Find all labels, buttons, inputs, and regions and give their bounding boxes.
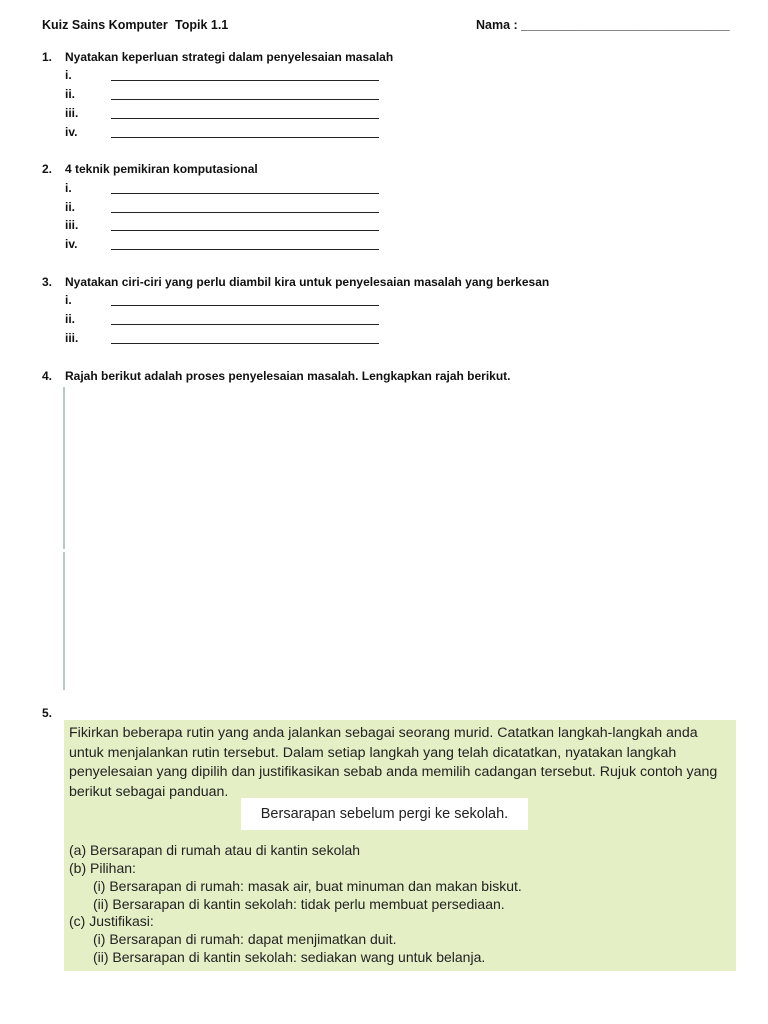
name-field-label: Nama : ______________________________: [476, 18, 730, 32]
example-line-a: (a) Bersarapan di rumah atau di kantin sekolah: [69, 842, 361, 858]
diagram-area-edge-upper: [63, 387, 65, 549]
q1-item-ii-label: ii.: [65, 87, 76, 101]
question-4-text: Rajah berikut adalah proses penyelesaian masalah. Lengkapkan rajah berikut.: [65, 369, 511, 383]
q3-item-i-label: i.: [65, 293, 72, 307]
q2-item-ii-answer-line: [111, 212, 379, 213]
question-3-text: Nyatakan ciri-ciri yang perlu diambil kira untuk penyelesaian masalah yang berkesan: [65, 275, 550, 289]
q3-item-iii-label: iii.: [65, 331, 79, 345]
topic-label: Topik 1.1: [175, 18, 229, 32]
example-title: Bersarapan sebelum pergi ke sekolah.: [260, 806, 509, 822]
q3-item-ii-answer-line: [111, 324, 379, 325]
question-3-number: 3.: [42, 275, 53, 289]
example-line-b-i: (i) Bersarapan di rumah: masak air, buat minuman dan makan biskut.: [93, 878, 522, 894]
q3-item-i-answer-line: [111, 305, 379, 306]
q3-item-ii-label: ii.: [65, 312, 76, 326]
question-1-number: 1.: [42, 50, 53, 64]
q2-item-iv-label: iv.: [65, 237, 78, 251]
question-2-text: 4 teknik pemikiran komputasional: [65, 162, 258, 176]
example-line-c-ii: (ii) Bersarapan di kantin sekolah: sediakan wang untuk belanja.: [93, 949, 486, 965]
q2-item-i-label: i.: [65, 181, 72, 195]
q2-item-iii-answer-line: [111, 230, 379, 231]
quiz-title: Kuiz Sains Komputer: [42, 18, 168, 32]
q2-item-ii-label: ii.: [65, 200, 76, 214]
diagram-area-edge-lower: [63, 552, 65, 690]
q2-item-iv-answer-line: [111, 249, 379, 250]
q1-item-iii-answer-line: [111, 118, 379, 119]
question-4-number: 4.: [42, 369, 53, 383]
question-5-number: 5.: [42, 706, 53, 720]
q2-item-i-answer-line: [111, 193, 379, 194]
question-2-number: 2.: [42, 162, 53, 176]
q1-item-iv-answer-line: [111, 137, 379, 138]
q2-item-iii-label: iii.: [65, 218, 79, 232]
example-title-box: [241, 798, 528, 830]
example-line-c-i: (i) Bersarapan di rumah: dapat menjimatkan duit.: [93, 931, 397, 947]
q1-item-ii-answer-line: [111, 99, 379, 100]
question-5-instruction: Fikirkan beberapa rutin yang anda jalankan sebagai seorang murid. Catatkan langkah-langkah anda untuk menjalankan rutin tersebut. Dalam setiap langkah yang telah dicatatkan, nyatakan langkah penyelesaian yang dipilih dan justifikasikan sebab anda memilih cadangan tersebut. Rujuk contoh yang berikut sebagai panduan.: [69, 725, 718, 800]
example-line-b: (b) Pilihan:: [69, 860, 136, 876]
q1-item-i-label: i.: [65, 68, 72, 82]
q3-item-iii-answer-line: [111, 343, 379, 344]
example-line-b-ii: (ii) Bersarapan di kantin sekolah: tidak perlu membuat persediaan.: [93, 896, 505, 912]
q1-item-iv-label: iv.: [65, 125, 78, 139]
q1-item-iii-label: iii.: [65, 106, 79, 120]
example-line-c: (c) Justifikasi:: [69, 913, 154, 929]
question-1-text: Nyatakan keperluan strategi dalam penyelesaian masalah: [65, 50, 394, 64]
q1-item-i-answer-line: [111, 80, 379, 81]
